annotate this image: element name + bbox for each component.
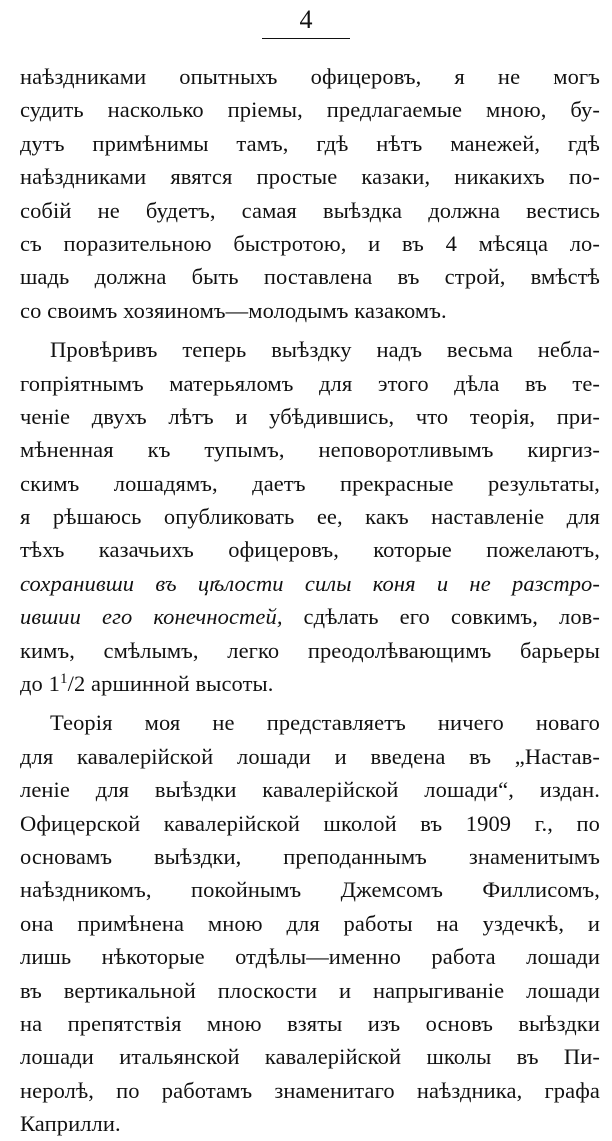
text-line: она примѣнена мною для работы на уздечкѣ, и bbox=[20, 910, 600, 936]
fraction-denominator: /2 bbox=[67, 671, 86, 697]
text-line: судить насколько пріемы, предлагаемые мною, бу- bbox=[20, 97, 600, 123]
text-line: наѣздникомъ, покойнымъ Джемсомъ Филлисомъ, bbox=[20, 877, 600, 903]
text-line: неролѣ, по работамъ знаменитаго наѣздника, графа bbox=[20, 1077, 600, 1103]
page-number-rule bbox=[262, 38, 350, 39]
document-body bbox=[20, 60, 600, 1141]
text-line: ченіе двухъ лѣтъ и убѣдившись, что теорія, при- bbox=[20, 403, 600, 429]
text-run: сдѣлать его совкимъ, лов- bbox=[282, 604, 600, 630]
text-line: кимъ, смѣлымъ, легко преодолѣвающимъ барьеры bbox=[20, 637, 600, 663]
emphasized-text: ившии его конечностей, bbox=[20, 604, 283, 630]
text-line: тѣхъ казачьихъ офицеровъ, которые пожелаютъ, bbox=[20, 537, 600, 563]
text-line: собій не будетъ, самая выѣздка должна вестись bbox=[20, 197, 600, 223]
text-line: Провѣривъ теперь выѣздку надъ весьма небла- bbox=[50, 337, 600, 363]
text-line: наѣздниками явятся простые казаки, никакихъ по- bbox=[20, 164, 600, 190]
text-line: въ вертикальной плоскости и напрыгиваніе лошади bbox=[20, 977, 600, 1003]
text-run: до 1 bbox=[20, 671, 60, 697]
text-line bbox=[20, 600, 600, 633]
text-line: я рѣшаюсь опубликовать ее, какъ наставленіе для bbox=[20, 504, 600, 530]
text-line: съ поразительною быстротою, и въ 4 мѣсяца ло- bbox=[20, 230, 600, 256]
text-run: аршинной высоты. bbox=[85, 671, 274, 697]
text-line: со своимъ хозяиномъ—молодымъ казакомъ. bbox=[20, 297, 447, 323]
text-line: мѣненная къ тупымъ, неповоротливымъ киргиз- bbox=[20, 437, 600, 463]
text-line bbox=[20, 667, 600, 700]
text-line: основамъ выѣздки, преподаннымъ знаменитымъ bbox=[20, 843, 600, 869]
text-line: дутъ примѣнимы тамъ, гдѣ нѣтъ манежей, гдѣ bbox=[20, 130, 600, 156]
text-line: лошади итальянской кавалерійской школы въ Пи- bbox=[20, 1044, 600, 1070]
text-line: лишь нѣкоторые отдѣлы—именно работа лошади bbox=[20, 944, 600, 970]
text-line: леніе для выѣздки кавалерійской лошади“, издан. bbox=[20, 777, 600, 803]
page-number: 4 bbox=[299, 5, 313, 34]
text-line: Теорія моя не представляетъ ничего новаго bbox=[50, 710, 600, 736]
text-line: на препятствія мною взяты изъ основъ выѣздки bbox=[20, 1010, 600, 1036]
text-line: Каприлли. bbox=[20, 1111, 121, 1137]
text-line: скимъ лошадямъ, даетъ прекрасные результаты, bbox=[20, 470, 600, 496]
text-line: наѣздниками опытныхъ офицеровъ, я не могъ bbox=[20, 64, 600, 89]
text-line: шадь должна быть поставлена въ строй, вмѣстѣ bbox=[20, 264, 600, 290]
text-line: гопріятнымъ матерьяломъ для этого дѣла въ те- bbox=[20, 370, 600, 396]
fraction-numerator: 1 bbox=[59, 671, 68, 688]
emphasized-text-line: сохранивши въ цѣлости силы коня и не разстро- bbox=[20, 570, 600, 596]
text-line: Офицерской кавалерійской школой въ 1909 г., по bbox=[20, 810, 600, 836]
text-line: для кавалерійской лошади и введена въ „Настав- bbox=[20, 743, 600, 769]
